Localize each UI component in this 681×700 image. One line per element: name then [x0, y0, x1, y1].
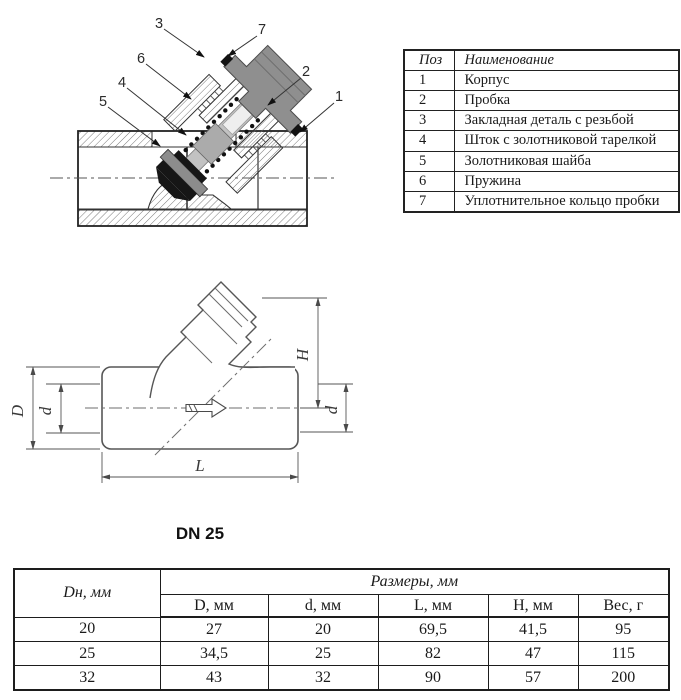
dim-label-H: H [293, 348, 312, 362]
table-row: 3 Закладная деталь с резьбой [404, 111, 679, 131]
table-row: 20 27 20 69,5 41,5 95 [14, 617, 669, 642]
callout-3: 3 [154, 16, 164, 32]
table-row: 6 Пружина [404, 171, 679, 191]
dn-size-label: DN 25 [175, 524, 225, 543]
table-row: 32 43 32 90 57 200 [14, 666, 669, 691]
parts-col-header-pos: Поз [404, 50, 454, 71]
callout-6: 6 [136, 51, 146, 67]
table-row: 4 Шток с золотниковой тарелкой [404, 131, 679, 151]
table-row: 5 Золотниковая шайба [404, 151, 679, 171]
table-row: 1 Корпус [404, 71, 679, 91]
dim-label-D: D [8, 404, 27, 418]
callout-7: 7 [257, 22, 267, 38]
parts-table [403, 49, 680, 213]
valve-section-drawing [0, 0, 400, 262]
dim-label-d-right: d [322, 405, 341, 415]
callout-5: 5 [98, 94, 108, 110]
parts-col-header-name: Наименование [454, 50, 679, 71]
size-col-header: H, мм [488, 595, 578, 618]
dim-label-L: L [195, 456, 205, 475]
table-row: 2 Пробка [404, 91, 679, 111]
dim-label-d-left: d [36, 406, 55, 416]
size-table [13, 568, 670, 691]
size-group-header: Размеры, мм [160, 569, 669, 595]
callout-4: 4 [117, 75, 127, 91]
valve-outline-bonnet [150, 282, 295, 400]
table-row: 25 34,5 25 82 47 115 [14, 642, 669, 666]
callout-1: 1 [334, 89, 344, 105]
size-col-header: Вес, г [578, 595, 669, 618]
size-col-header: L, мм [378, 595, 488, 618]
valve-dimension-drawing [0, 270, 400, 520]
table-row: 7 Уплотнительное кольцо пробки [404, 191, 679, 212]
size-col-header-dn: Dн, мм [14, 569, 160, 617]
size-col-header: D, мм [160, 595, 268, 618]
size-col-header: d, мм [268, 595, 378, 618]
callout-2: 2 [301, 64, 311, 80]
